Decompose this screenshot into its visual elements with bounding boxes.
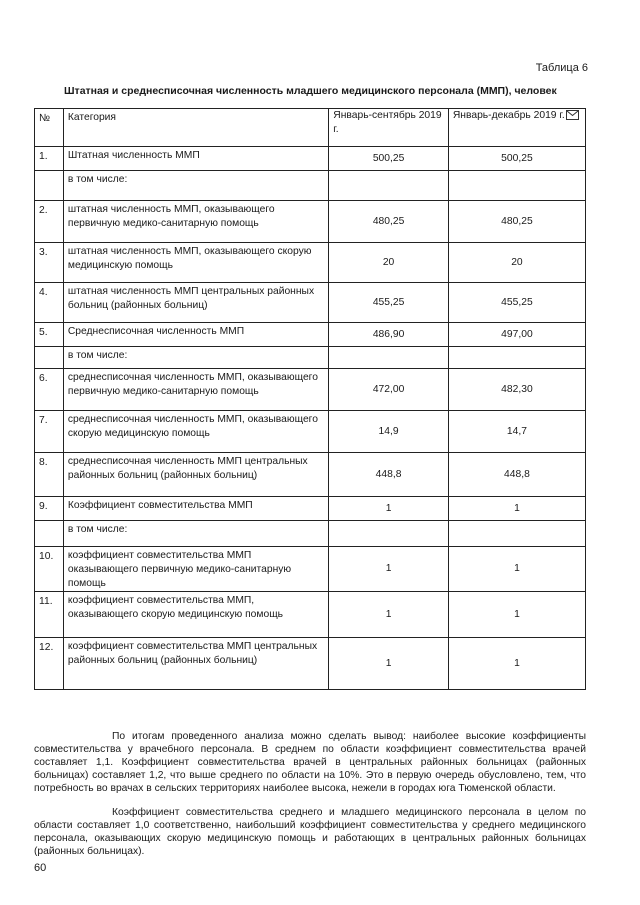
- table-row: [35, 171, 586, 201]
- row-num: 5.: [35, 323, 64, 347]
- row-value-period2: 480,25: [448, 201, 585, 243]
- row-value-period1: 455,25: [329, 283, 449, 323]
- table-row: [35, 347, 586, 369]
- row-value-period2: 455,25: [448, 283, 585, 323]
- row-value-period1: [329, 347, 449, 369]
- table-row: [35, 638, 586, 690]
- row-category: Коэффициент совместительства ММП: [63, 497, 328, 521]
- row-value-period1: 486,90: [329, 323, 449, 347]
- row-category: в том числе:: [63, 347, 328, 369]
- row-value-period2: [448, 171, 585, 201]
- staff-table: [34, 108, 586, 690]
- row-category: коэффициент совместительства ММП центральных районных больниц (районных больниц): [63, 638, 328, 690]
- table-row: [35, 369, 586, 411]
- conclusion-paragraph: По итогам проведенного анализа можно сделать вывод: наиболее высокие коэффициенты совместительства у врачебного персонала. В среднем по области коэффициент совместительства врачей составляет 1,1. Коэффициент совместительства врачей в центральных районных больницах (районных больницах) составляет 1,2, что выше среднего по области на 10%. Это в первую очередь обусловлено, тем, что потребность во врачах в сельских территориях наиболее высока, нежели в городах юга Тюменской области.: [34, 731, 586, 795]
- row-category: среднесписочная численность ММП центральных районных больниц (районных больниц): [63, 453, 328, 497]
- row-num: 6.: [35, 369, 64, 411]
- table-header-row: [35, 109, 586, 147]
- row-value-period1: 480,25: [329, 201, 449, 243]
- row-value-period1: 1: [329, 638, 449, 690]
- table-row: [35, 521, 586, 547]
- row-num: 7.: [35, 411, 64, 453]
- column-header-period1: Январь-сентябрь 2019 г.: [329, 109, 449, 147]
- row-value-period2: [448, 521, 585, 547]
- row-value-period1: 500,25: [329, 147, 449, 171]
- row-category: коэффициент совместительства ММП, оказывающего скорую медицинскую помощь: [63, 592, 328, 638]
- row-category: штатная численность ММП, оказывающего скорую медицинскую помощь: [63, 243, 328, 283]
- row-category: коэффициент совместительства ММП оказывающего первичную медико-санитарную помощь: [63, 547, 328, 592]
- row-category: в том числе:: [63, 171, 328, 201]
- row-value-period2: 1: [448, 592, 585, 638]
- row-num: [35, 171, 64, 201]
- row-value-period1: 20: [329, 243, 449, 283]
- table-row: [35, 201, 586, 243]
- row-value-period2: 20: [448, 243, 585, 283]
- row-num: 8.: [35, 453, 64, 497]
- row-num: 2.: [35, 201, 64, 243]
- row-value-period1: 1: [329, 497, 449, 521]
- row-value-period2: 1: [448, 497, 585, 521]
- row-num: 9.: [35, 497, 64, 521]
- row-num: 10.: [35, 547, 64, 592]
- row-value-period1: 1: [329, 547, 449, 592]
- table-row: [35, 323, 586, 347]
- row-category: среднесписочная численность ММП, оказывающего первичную медико-санитарную помощь: [63, 369, 328, 411]
- row-value-period2: 500,25: [448, 147, 585, 171]
- table-row: [35, 147, 586, 171]
- row-num: 4.: [35, 283, 64, 323]
- column-header-period2: [448, 109, 585, 147]
- row-value-period1: 14,9: [329, 411, 449, 453]
- row-num: 12.: [35, 638, 64, 690]
- row-value-period2: 14,7: [448, 411, 585, 453]
- column-header-num: №: [35, 109, 64, 147]
- row-value-period1: [329, 171, 449, 201]
- row-category: Среднесписочная численность ММП: [63, 323, 328, 347]
- row-num: [35, 347, 64, 369]
- row-num: 3.: [35, 243, 64, 283]
- row-num: 1.: [35, 147, 64, 171]
- row-value-period2: 1: [448, 638, 585, 690]
- row-category: штатная численность ММП, оказывающего первичную медико-санитарную помощь: [63, 201, 328, 243]
- row-value-period2: 497,00: [448, 323, 585, 347]
- row-num: 11.: [35, 592, 64, 638]
- row-value-period2: 482,30: [448, 369, 585, 411]
- row-category: штатная численность ММП центральных районных больниц (районных больниц): [63, 283, 328, 323]
- row-value-period1: 448,8: [329, 453, 449, 497]
- row-value-period2: [448, 347, 585, 369]
- table-row: [35, 592, 586, 638]
- table-title: Штатная и среднесписочная численность младшего медицинского персонала (ММП), человек: [64, 85, 557, 97]
- table-row: [35, 283, 586, 323]
- row-value-period1: 472,00: [329, 369, 449, 411]
- row-category: в том числе:: [63, 521, 328, 547]
- page-number: 60: [34, 862, 47, 874]
- row-category: среднесписочная численность ММП, оказывающего скорую медицинскую помощь: [63, 411, 328, 453]
- table-row: [35, 547, 586, 592]
- coefficient-paragraph: Коэффициент совместительства среднего и младшего медицинского персонала в целом по области составляет 1,0 соответственно, наибольший коэффициент совместительства у среднего медицинского персонала, оказывающих скорую медицинскую помощь и работающих в центральных районных больницах (районных больницах).: [34, 807, 586, 858]
- table-row: [35, 411, 586, 453]
- row-value-period1: 1: [329, 592, 449, 638]
- table-row: [35, 243, 586, 283]
- row-num: [35, 521, 64, 547]
- envelope-icon: [566, 110, 579, 120]
- row-value-period2: 1: [448, 547, 585, 592]
- column-header-period2-label: Январь-декабрь 2019 г.: [452, 110, 565, 121]
- row-value-period2: 448,8: [448, 453, 585, 497]
- row-category: Штатная численность ММП: [63, 147, 328, 171]
- table-row: [35, 453, 586, 497]
- row-value-period1: [329, 521, 449, 547]
- column-header-category: Категория: [63, 109, 328, 147]
- table-row: [35, 497, 586, 521]
- table-number: Таблица 6: [535, 62, 588, 74]
